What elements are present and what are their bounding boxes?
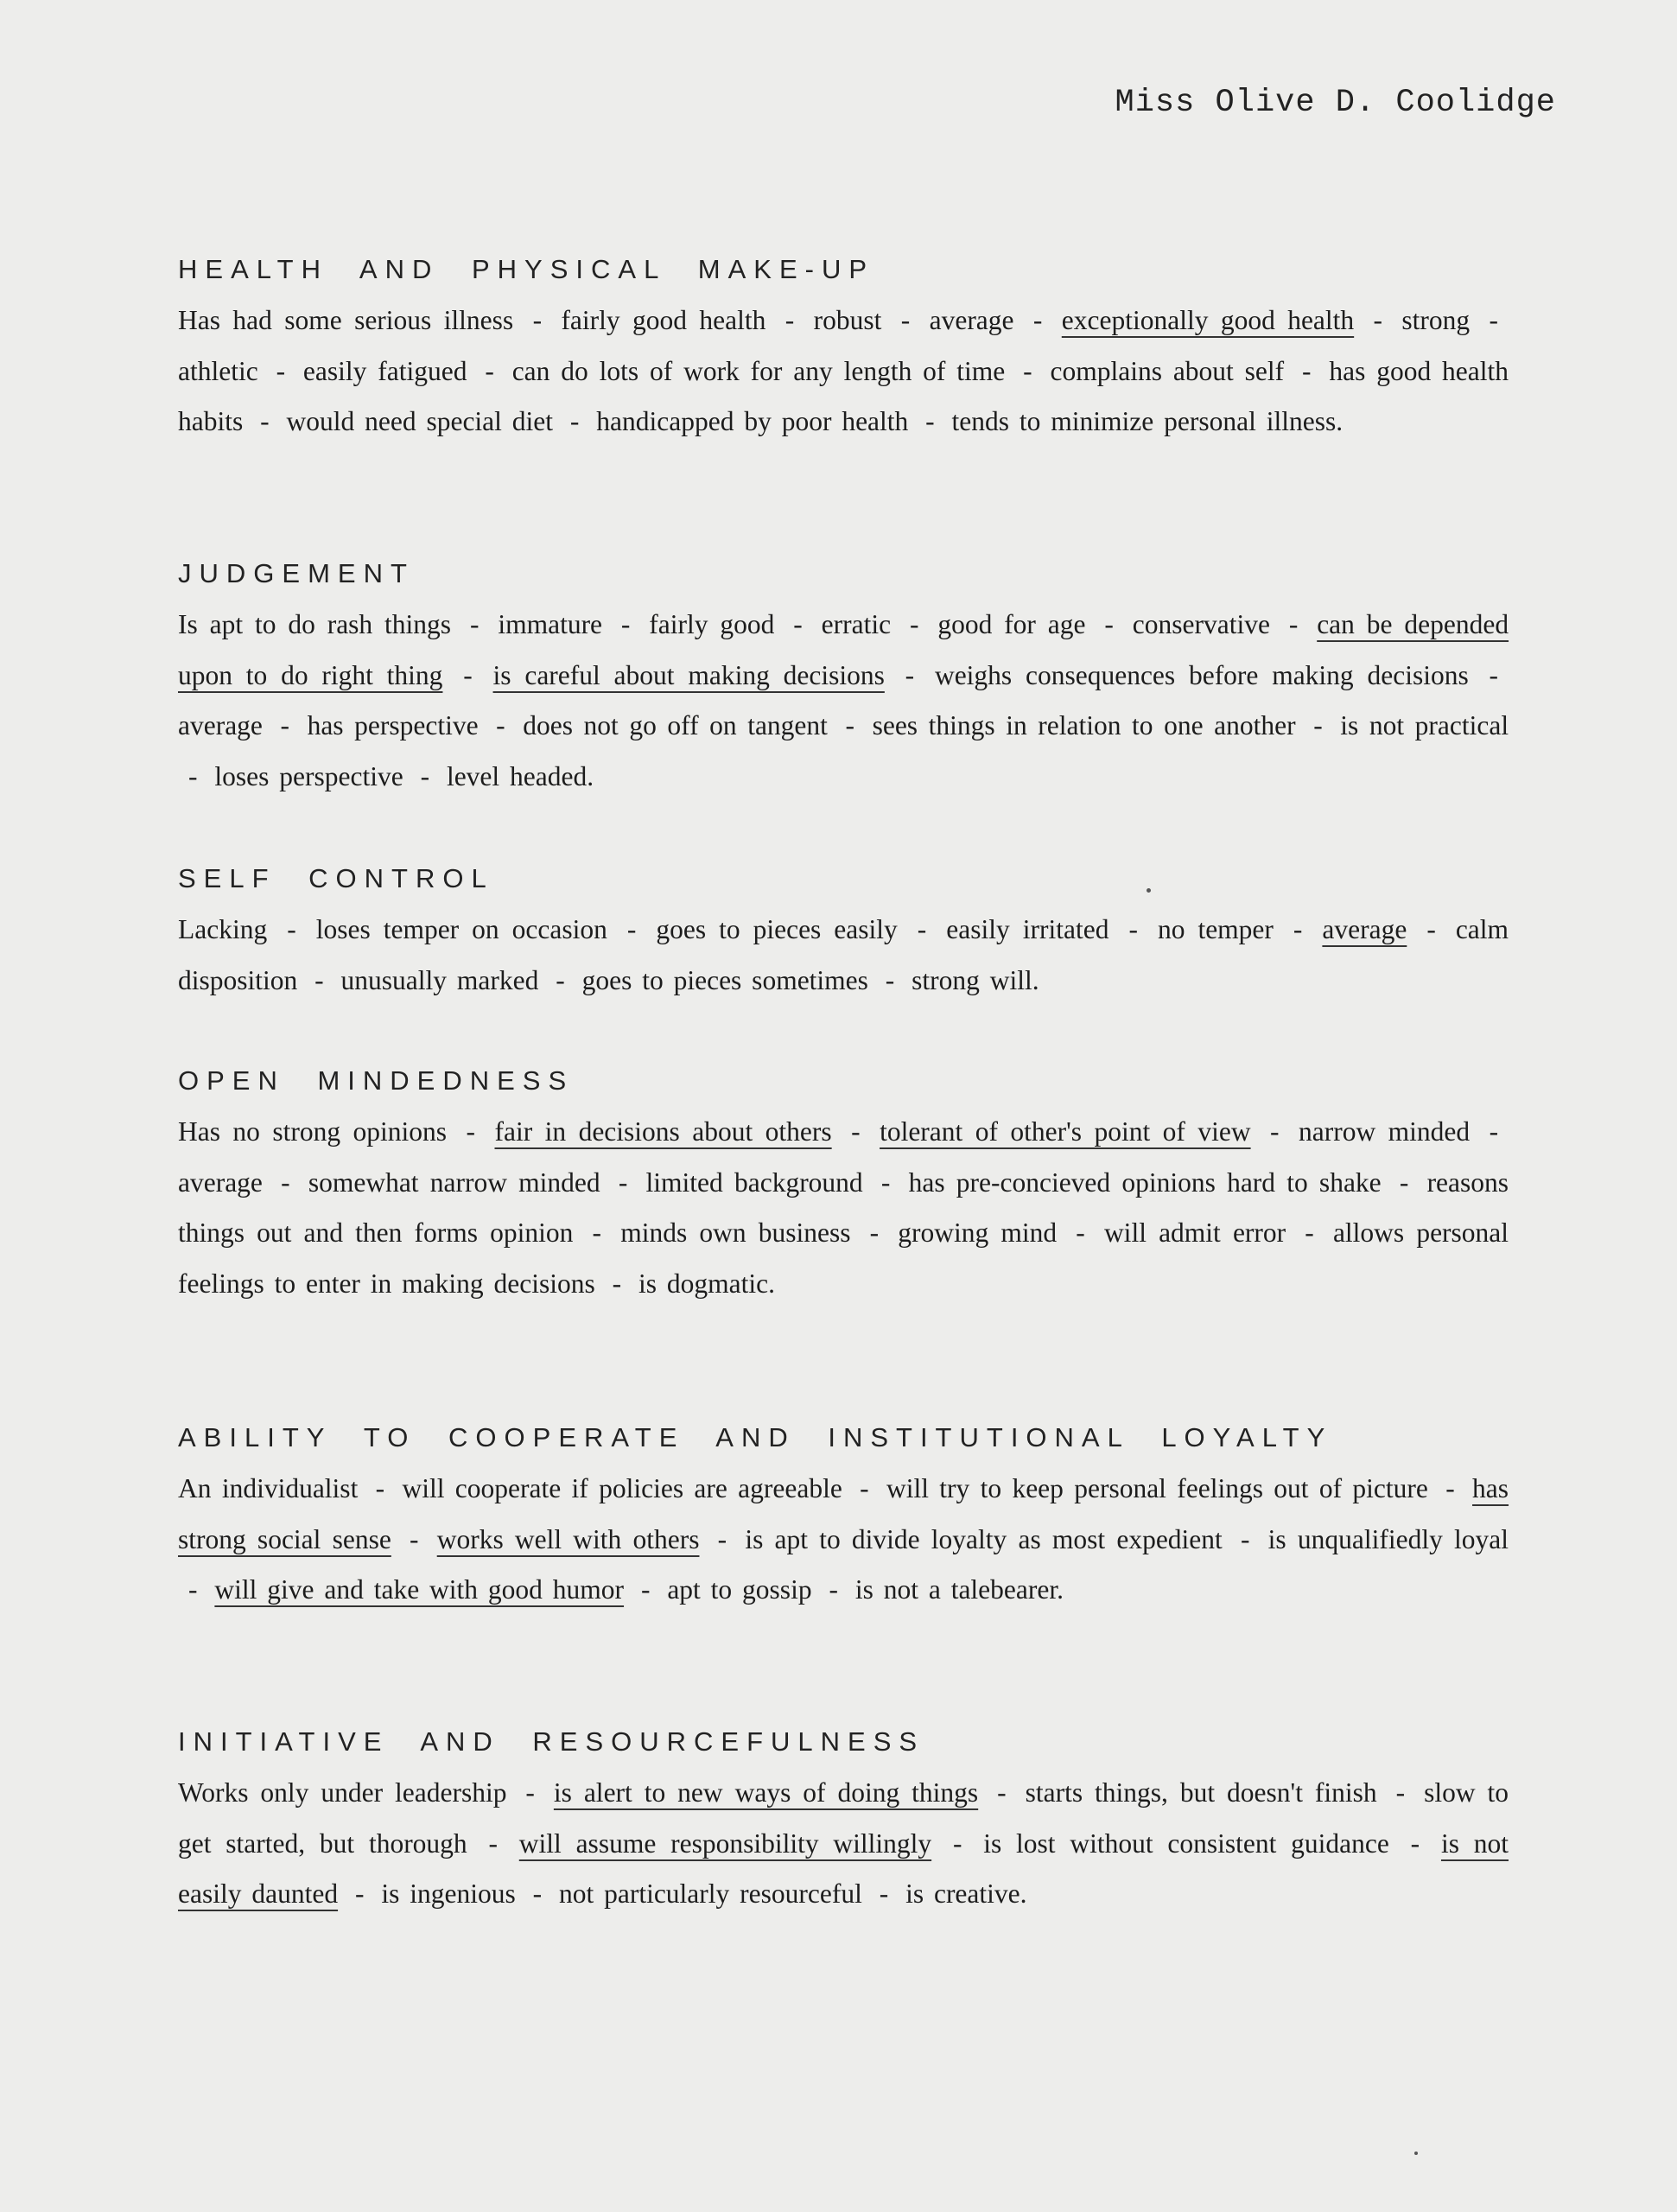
trait: immature bbox=[498, 609, 603, 639]
dash-separator: - bbox=[488, 1827, 498, 1859]
dash-separator: - bbox=[1023, 355, 1032, 386]
trait: loses perspective bbox=[214, 760, 403, 791]
trait: no temper bbox=[1157, 914, 1274, 944]
trait-underlined: will assume responsibility willingly bbox=[518, 1827, 932, 1859]
dash-separator: - bbox=[375, 1473, 385, 1503]
trait: Works only under leadership bbox=[178, 1777, 507, 1808]
dash-separator: - bbox=[1395, 1777, 1406, 1808]
dash-separator: - bbox=[845, 710, 854, 741]
dash-separator: - bbox=[885, 964, 895, 995]
dash-separator: - bbox=[188, 760, 198, 791]
trait: Has had some serious illness bbox=[178, 305, 514, 335]
trait: is ingenious bbox=[381, 1878, 516, 1909]
section-heading: JUDGEMENT bbox=[178, 558, 415, 588]
trait: average bbox=[929, 305, 1014, 335]
dash-separator: - bbox=[281, 1166, 290, 1198]
trait: athletic bbox=[178, 355, 258, 386]
trait-underlined: works well with others bbox=[436, 1523, 700, 1554]
dash-separator: - bbox=[620, 609, 631, 639]
dash-separator: - bbox=[276, 355, 286, 386]
trait: allows personal feelings to enter in making decisions bbox=[178, 1217, 1509, 1299]
trait: apt to gossip bbox=[667, 1574, 812, 1605]
dash-separator: - bbox=[410, 1523, 419, 1554]
section-judgement bbox=[178, 556, 1509, 802]
dash-separator: - bbox=[917, 914, 927, 944]
trait: loses temper on occasion bbox=[315, 914, 607, 944]
trait: is creative. bbox=[905, 1878, 1027, 1909]
trait: average bbox=[178, 1166, 263, 1198]
dash-separator: - bbox=[640, 1574, 651, 1605]
trait: unusually marked bbox=[340, 964, 539, 995]
trait: tends to minimize personal illness. bbox=[951, 406, 1344, 436]
section-heading: ABILITY TO COOPERATE AND INSTITUTIONAL LOYALTY bbox=[178, 1422, 1333, 1452]
dash-separator: - bbox=[905, 659, 915, 690]
section-heading: OPEN MINDEDNESS bbox=[178, 1065, 575, 1096]
trait-list bbox=[178, 1464, 1509, 1616]
trait: sees things in relation to one another bbox=[872, 710, 1296, 741]
trait-underlined: is not easily daunted bbox=[178, 1827, 1509, 1909]
dash-separator: - bbox=[1399, 1166, 1409, 1198]
dash-separator: - bbox=[1270, 1116, 1280, 1147]
dash-separator: - bbox=[717, 1523, 727, 1554]
dash-separator: - bbox=[829, 1574, 838, 1605]
trait: level headed. bbox=[446, 760, 594, 791]
dash-separator: - bbox=[354, 1878, 365, 1909]
dash-separator: - bbox=[1426, 914, 1436, 944]
section-heading: INITIATIVE AND RESOURCEFULNESS bbox=[178, 1726, 925, 1757]
trait: can do lots of work for any length of time bbox=[511, 355, 1006, 386]
dash-separator: - bbox=[260, 406, 270, 436]
trait: robust bbox=[813, 305, 882, 335]
dash-separator: - bbox=[314, 964, 324, 995]
dash-separator: - bbox=[188, 1574, 198, 1605]
trait: is not practical bbox=[1340, 710, 1509, 741]
section-initiative bbox=[178, 1725, 1509, 1920]
dash-separator: - bbox=[556, 964, 565, 995]
dash-separator: - bbox=[1240, 1523, 1250, 1554]
trait: has good health habits bbox=[178, 355, 1509, 436]
dash-separator: - bbox=[909, 609, 919, 639]
dash-separator: - bbox=[952, 1827, 962, 1859]
trait-list bbox=[178, 1107, 1509, 1309]
dash-separator: - bbox=[592, 1217, 602, 1248]
trait: goes to pieces sometimes bbox=[581, 964, 868, 995]
dash-separator: - bbox=[469, 609, 480, 639]
trait: will try to keep personal feelings out of picture bbox=[886, 1473, 1428, 1503]
trait-underlined: average bbox=[1322, 914, 1407, 944]
trait: would need special diet bbox=[286, 406, 554, 436]
dash-separator: - bbox=[1489, 1116, 1499, 1147]
trait: will cooperate if policies are agreeable bbox=[402, 1473, 842, 1503]
trait: has pre-concieved opinions hard to shake bbox=[908, 1166, 1382, 1198]
dash-separator: - bbox=[463, 659, 473, 690]
dash-separator: - bbox=[287, 914, 296, 944]
dash-separator: - bbox=[1293, 914, 1303, 944]
dash-separator: - bbox=[1373, 305, 1383, 335]
dash-separator: - bbox=[1410, 1827, 1420, 1859]
trait-underlined: is careful about making decisions bbox=[492, 659, 885, 690]
trait: good for age bbox=[937, 609, 1086, 639]
trait: handicapped by poor health bbox=[596, 406, 909, 436]
dash-separator: - bbox=[851, 1116, 861, 1147]
trait: average bbox=[178, 710, 263, 741]
trait: starts things, but doesn't finish bbox=[1025, 1777, 1377, 1808]
dash-separator: - bbox=[532, 305, 543, 335]
trait-underlined: has strong social sense bbox=[178, 1473, 1509, 1554]
trait: strong bbox=[1401, 305, 1471, 335]
trait: Is apt to do rash things bbox=[178, 609, 452, 639]
trait-list bbox=[178, 1768, 1509, 1920]
trait: easily irritated bbox=[946, 914, 1109, 944]
trait: not particularly resourceful bbox=[558, 1878, 862, 1909]
section-health bbox=[178, 252, 1509, 448]
dash-separator: - bbox=[1489, 659, 1499, 690]
trait: goes to pieces easily bbox=[656, 914, 898, 944]
trait: fairly good health bbox=[561, 305, 766, 335]
trait: calm disposition bbox=[178, 914, 1509, 995]
candidate-name: Miss Olive D. Coolidge bbox=[1115, 85, 1556, 121]
section-heading: SELF CONTROL bbox=[178, 863, 494, 893]
trait-underlined: exceptionally good health bbox=[1061, 305, 1355, 335]
dash-separator: - bbox=[1489, 305, 1499, 335]
dash-separator: - bbox=[569, 406, 580, 436]
trait: will admit error bbox=[1103, 1217, 1286, 1248]
paper-speck bbox=[1147, 888, 1151, 893]
trait: erratic bbox=[821, 609, 892, 639]
trait-underlined: can be depended upon to do right thing bbox=[178, 609, 1509, 690]
trait: growing mind bbox=[898, 1217, 1058, 1248]
dash-separator: - bbox=[1032, 305, 1043, 335]
dash-separator: - bbox=[997, 1777, 1007, 1808]
dash-separator: - bbox=[880, 1166, 891, 1198]
dash-separator: - bbox=[626, 914, 637, 944]
dash-separator: - bbox=[869, 1217, 880, 1248]
dash-separator: - bbox=[612, 1268, 622, 1299]
trait: somewhat narrow minded bbox=[308, 1166, 600, 1198]
trait: minds own business bbox=[620, 1217, 851, 1248]
trait: weighs consequences before making decisions bbox=[934, 659, 1469, 690]
trait: is apt to divide loyalty as most expedient bbox=[745, 1523, 1223, 1554]
trait-underlined: fair in decisions about others bbox=[494, 1116, 832, 1147]
paper-speck bbox=[1414, 2152, 1418, 2155]
dash-separator: - bbox=[1305, 1217, 1314, 1248]
trait: strong will. bbox=[912, 964, 1039, 995]
section-heading: HEALTH AND PHYSICAL MAKE-UP bbox=[178, 254, 875, 284]
trait-list bbox=[178, 600, 1509, 802]
dash-separator: - bbox=[1445, 1473, 1455, 1503]
trait-underlined: tolerant of other's point of view bbox=[880, 1116, 1251, 1147]
dash-separator: - bbox=[1128, 914, 1138, 944]
trait: slow to get started, but thorough bbox=[178, 1777, 1509, 1859]
trait: has perspective bbox=[307, 710, 479, 741]
dash-separator: - bbox=[879, 1878, 889, 1909]
trait: fairly good bbox=[649, 609, 775, 639]
trait-underlined: will give and take with good humor bbox=[214, 1574, 625, 1605]
trait: is dogmatic. bbox=[638, 1268, 775, 1299]
section-open-mindedness bbox=[178, 1064, 1509, 1309]
section-self-control bbox=[178, 861, 1509, 1006]
trait-list bbox=[178, 905, 1509, 1006]
trait: Has no strong opinions bbox=[178, 1116, 448, 1147]
dash-separator: - bbox=[785, 305, 795, 335]
dash-separator: - bbox=[925, 406, 935, 436]
dash-separator: - bbox=[900, 305, 911, 335]
trait: narrow minded bbox=[1299, 1116, 1471, 1147]
dash-separator: - bbox=[1288, 609, 1299, 639]
dash-separator: - bbox=[485, 355, 494, 386]
trait: conservative bbox=[1132, 609, 1270, 639]
section-cooperation-loyalty bbox=[178, 1421, 1509, 1616]
dash-separator: - bbox=[1076, 1217, 1085, 1248]
trait: is not a talebearer. bbox=[854, 1574, 1064, 1605]
trait: is unqualifiedly loyal bbox=[1267, 1523, 1509, 1554]
dash-separator: - bbox=[860, 1473, 869, 1503]
trait: Lacking bbox=[178, 914, 268, 944]
dash-separator: - bbox=[420, 760, 430, 791]
trait: reasons things out and then forms opinion bbox=[178, 1166, 1509, 1248]
trait: An individualist bbox=[178, 1473, 359, 1503]
trait-underlined: is alert to new ways of doing things bbox=[553, 1777, 979, 1808]
dash-separator: - bbox=[1104, 609, 1114, 639]
dash-separator: - bbox=[466, 1116, 476, 1147]
dash-separator: - bbox=[793, 609, 803, 639]
trait: complains about self bbox=[1050, 355, 1285, 386]
dash-separator: - bbox=[525, 1777, 535, 1808]
dash-separator: - bbox=[280, 710, 289, 741]
dash-separator: - bbox=[1302, 355, 1312, 386]
trait: limited background bbox=[645, 1166, 863, 1198]
dash-separator: - bbox=[532, 1878, 543, 1909]
dash-separator: - bbox=[1313, 710, 1323, 741]
dash-separator: - bbox=[618, 1166, 628, 1198]
trait-list bbox=[178, 296, 1509, 448]
trait: is lost without consistent guidance bbox=[983, 1827, 1389, 1859]
trait: easily fatigued bbox=[302, 355, 467, 386]
dash-separator: - bbox=[496, 710, 505, 741]
trait: does not go off on tangent bbox=[523, 710, 828, 741]
